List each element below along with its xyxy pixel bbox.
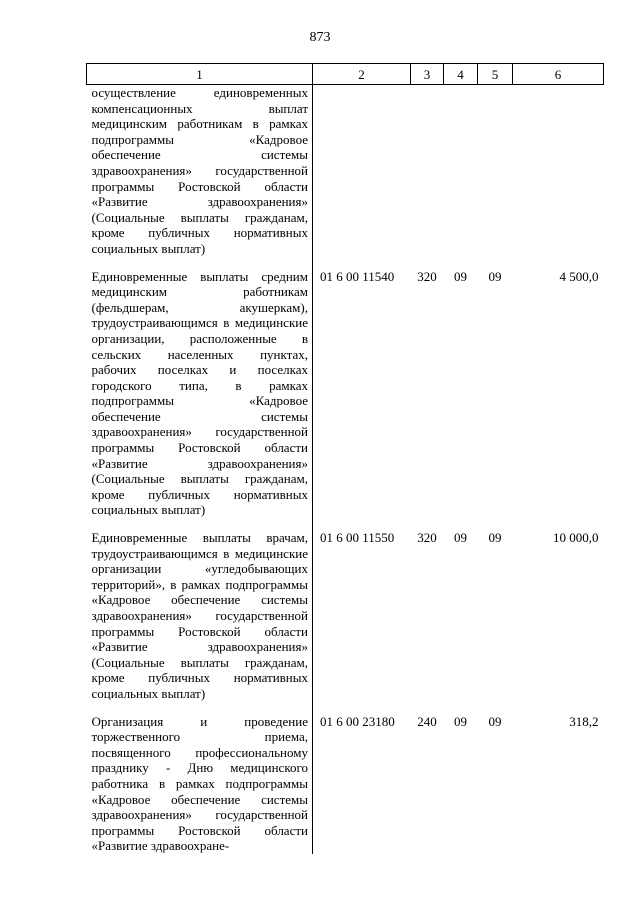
- row-target-code: 01 6 00 11550: [320, 530, 395, 546]
- row-section: 09: [454, 713, 467, 729]
- row-expense-type: 240: [417, 713, 437, 729]
- table-row: [87, 257, 604, 519]
- row-description: Организация и проведение торжественного приема, посвященного профессиональному празднику - Дню медицинского работника в рамках подпрограммы «Кадровое обеспечение системы здравоохранения» государственной программы Ростовской области «Развитие здравоохране-: [87, 702, 313, 854]
- column-header: 4: [444, 64, 478, 85]
- row-amount: 10 000,0: [553, 530, 599, 546]
- row-section: 09: [454, 268, 467, 284]
- row-amount: 318,2: [569, 713, 599, 729]
- row-subsection: 09: [488, 530, 502, 546]
- row-expense-type: 320: [417, 268, 437, 284]
- row-expense-type: [411, 85, 444, 257]
- row-description: Единовременные выплаты врачам, трудоустраивающимся в медицинские организации «угледобывающих территорий», в рамках подпрограммы «Кадровое обеспечение системы здравоохранения» государственной программы Ростовской области «Развитие здравоохранения» (Социальные выплаты гражданам, кроме публичных нормативных социальных выплат): [87, 518, 313, 702]
- column-header: 5: [478, 64, 513, 85]
- page-number: 873: [309, 30, 331, 45]
- row-section: [444, 85, 478, 257]
- row-amount: [513, 85, 604, 257]
- column-header: 6: [513, 64, 604, 85]
- table-row: [87, 518, 604, 702]
- row-description: Единовременные выплаты средним медицинским работникам (фельдшерам, акушеркам), трудоустраивающимся в медицинские организации, расположенные в сельских населенных пунктах, рабочих поселках и поселках городского типа, в рамках подпрограммы «Кадровое обеспечение системы здравоохранения» государственной программы Ростовской области «Развитие здравоохранения» (Социальные выплаты гражданам, кроме публичных нормативных социальных выплат): [87, 257, 313, 519]
- row-subsection: 09: [488, 713, 502, 729]
- table-header-row: [87, 64, 604, 85]
- row-expense-type: 320: [417, 530, 437, 546]
- row-subsection: [478, 85, 513, 257]
- row-subsection: 09: [488, 268, 502, 284]
- column-header: 3: [411, 64, 444, 85]
- table-row: [87, 702, 604, 854]
- row-amount: 4 500,0: [559, 268, 599, 284]
- row-target-code: [313, 85, 411, 257]
- row-target-code: 01 6 00 11540: [320, 268, 395, 284]
- table-row: [87, 85, 604, 257]
- row-description: осуществление единовременных компенсационных выплат медицинским работникам в рамках подпрограммы «Кадровое обеспечение системы здравоохранения» государственной программы Ростовской области «Развитие здравоохранения» (Социальные выплаты гражданам, кроме публичных нормативных социальных выплат): [87, 85, 313, 257]
- row-section: 09: [454, 530, 467, 546]
- row-target-code: 01 6 00 23180: [320, 713, 395, 729]
- column-header: 1: [87, 64, 313, 85]
- budget-table: [86, 63, 604, 854]
- column-header: 2: [313, 64, 411, 85]
